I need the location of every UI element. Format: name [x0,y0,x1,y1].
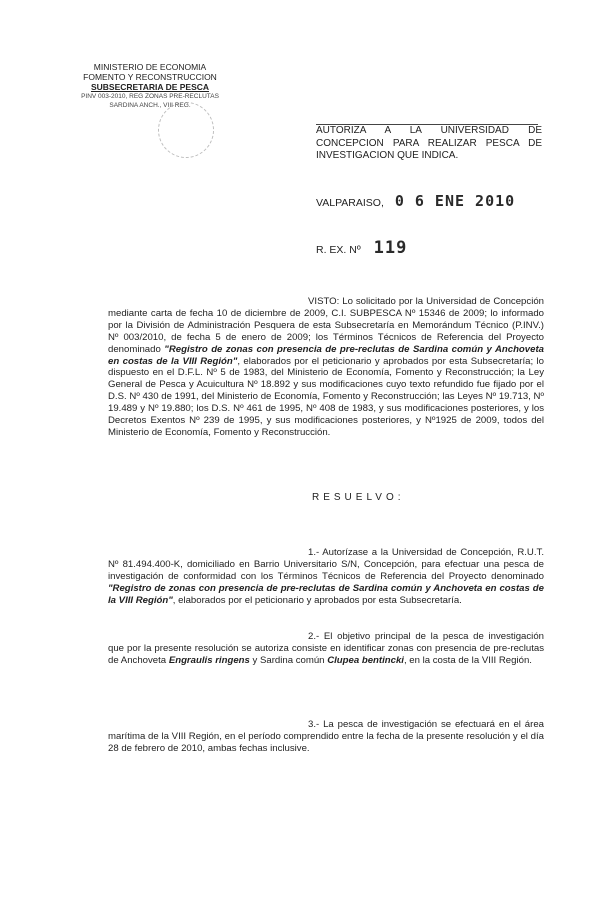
ministry-line-2: FOMENTO Y RECONSTRUCCION [83,72,217,82]
visto-text-2: , elaborados por el peticionario y aprobados por esta Subsecretaría; lo dispuesto en el D.F.L. Nº 5 de 1983, del Ministerio de Economía, Fomento y Reconstrucción; la Ley General de Pesca y Acuicultura Nº 18.892 y sus modificaciones cuyo texto refundido fue fijado por el D.S. Nº 430 de 1991, del Ministerio de Economía, Fomento y Reconstrucción; las Leyes Nº 19.713, Nº 19.489 y Nº 19.880; los D.S. Nº 461 de 1995, Nº 408 de 1983, y sus modificaciones posteriores, y los Decretos Exentos Nº 239 de 1995, y sus modificaciones posteriores, y Nº1925 de 2009, todos del Ministerio de Economía, Fomento y Reconstrucción. [108,355,545,438]
subject-text: AUTORIZA A LA UNIVERSIDAD DE CONCEPCION PARA REALIZAR PESCA DE INVESTIGACION QUE INDICA. [316,125,542,161]
reference-line-2: SARDINA ANCH., VIII REG. [109,102,191,109]
visto-project-title: "Registro de zonas con presencia de pre-reclutas de Sardina común y Anchoveta en costas de la VIII Región" [108,343,544,367]
species-anchoveta: Engraulis ringens [168,654,250,666]
species-sardina: Clupea bentincki [327,654,404,666]
item-2-text-3: , en la costa de la VIII Región. [403,654,532,666]
place-date [316,192,515,210]
resuelvo-heading: RESUELVO: [312,492,405,503]
place-text: VALPARAISO, [316,197,384,209]
item-2-text-1: 2.- El objetivo principal de la pesca de investigación que por la presente resolución se autoriza consiste en identificar zonas con presencia de pre-reclutas de Anchoveta [108,631,544,666]
item-2-paragraph [108,631,544,667]
date-stamp: 0 6 ENE 2010 [394,192,516,210]
item-3-paragraph [108,719,544,755]
reference-line-1: PINV 003-2010, REG ZONAS PRE-RECLUTAS [81,93,219,100]
visto-paragraph [108,296,544,439]
resolution-number-line [316,238,407,258]
item-2-text-2: y Sardina común [249,654,328,666]
resolution-subject [316,122,542,163]
resolution-number-stamp: 119 [373,238,408,258]
subsecretaria-line: SUBSECRETARIA DE PESCA [90,82,210,92]
item-1-text-1: 1.- Autorízase a la Universidad de Concepción, R.U.T. Nº 81.494.400-K, domiciliado en Barrio Universitario S/N, Concepción, para efectuar una pesca de investigación de conformidad con los Términos Técnicos de Referencia del Proyecto denominado [108,547,544,582]
item-1-paragraph [108,547,544,607]
item-3-text: 3.- La pesca de investigación se efectuará en el área marítima de la VIII Región, en el período comprendido entre la fecha de la presente resolución y el día 28 de febrero de 2010, ambas fechas inclusive. [108,719,544,754]
item-1-project-title: "Registro de zonas con presencia de pre-reclutas de Sardina común y Anchoveta en costas de la VIII Región" [108,582,544,606]
resolution-label: R. EX. Nº [316,244,361,256]
ministry-line-1: MINISTERIO DE ECONOMIA [93,62,207,72]
visto-text-1: VISTO: Lo solicitado por la Universidad de Concepción mediante carta de fecha 10 de diciembre de 2009, C.I. SUBPESCA Nº 15346 de 2009; lo informado por la División de Administración Pesquera de esta Subsecretaría en Memorándum Técnico (P.INV.) Nº 003/2010, de fecha 5 de enero de 2009; los Términos Técnicos de Referencia del Proyecto denominado [108,296,544,355]
official-seal-stamp [158,102,214,158]
item-1-text-2: , elaborados por el peticionario y aprobados por esta Subsecretaría. [172,594,462,606]
ministry-header [60,62,240,110]
